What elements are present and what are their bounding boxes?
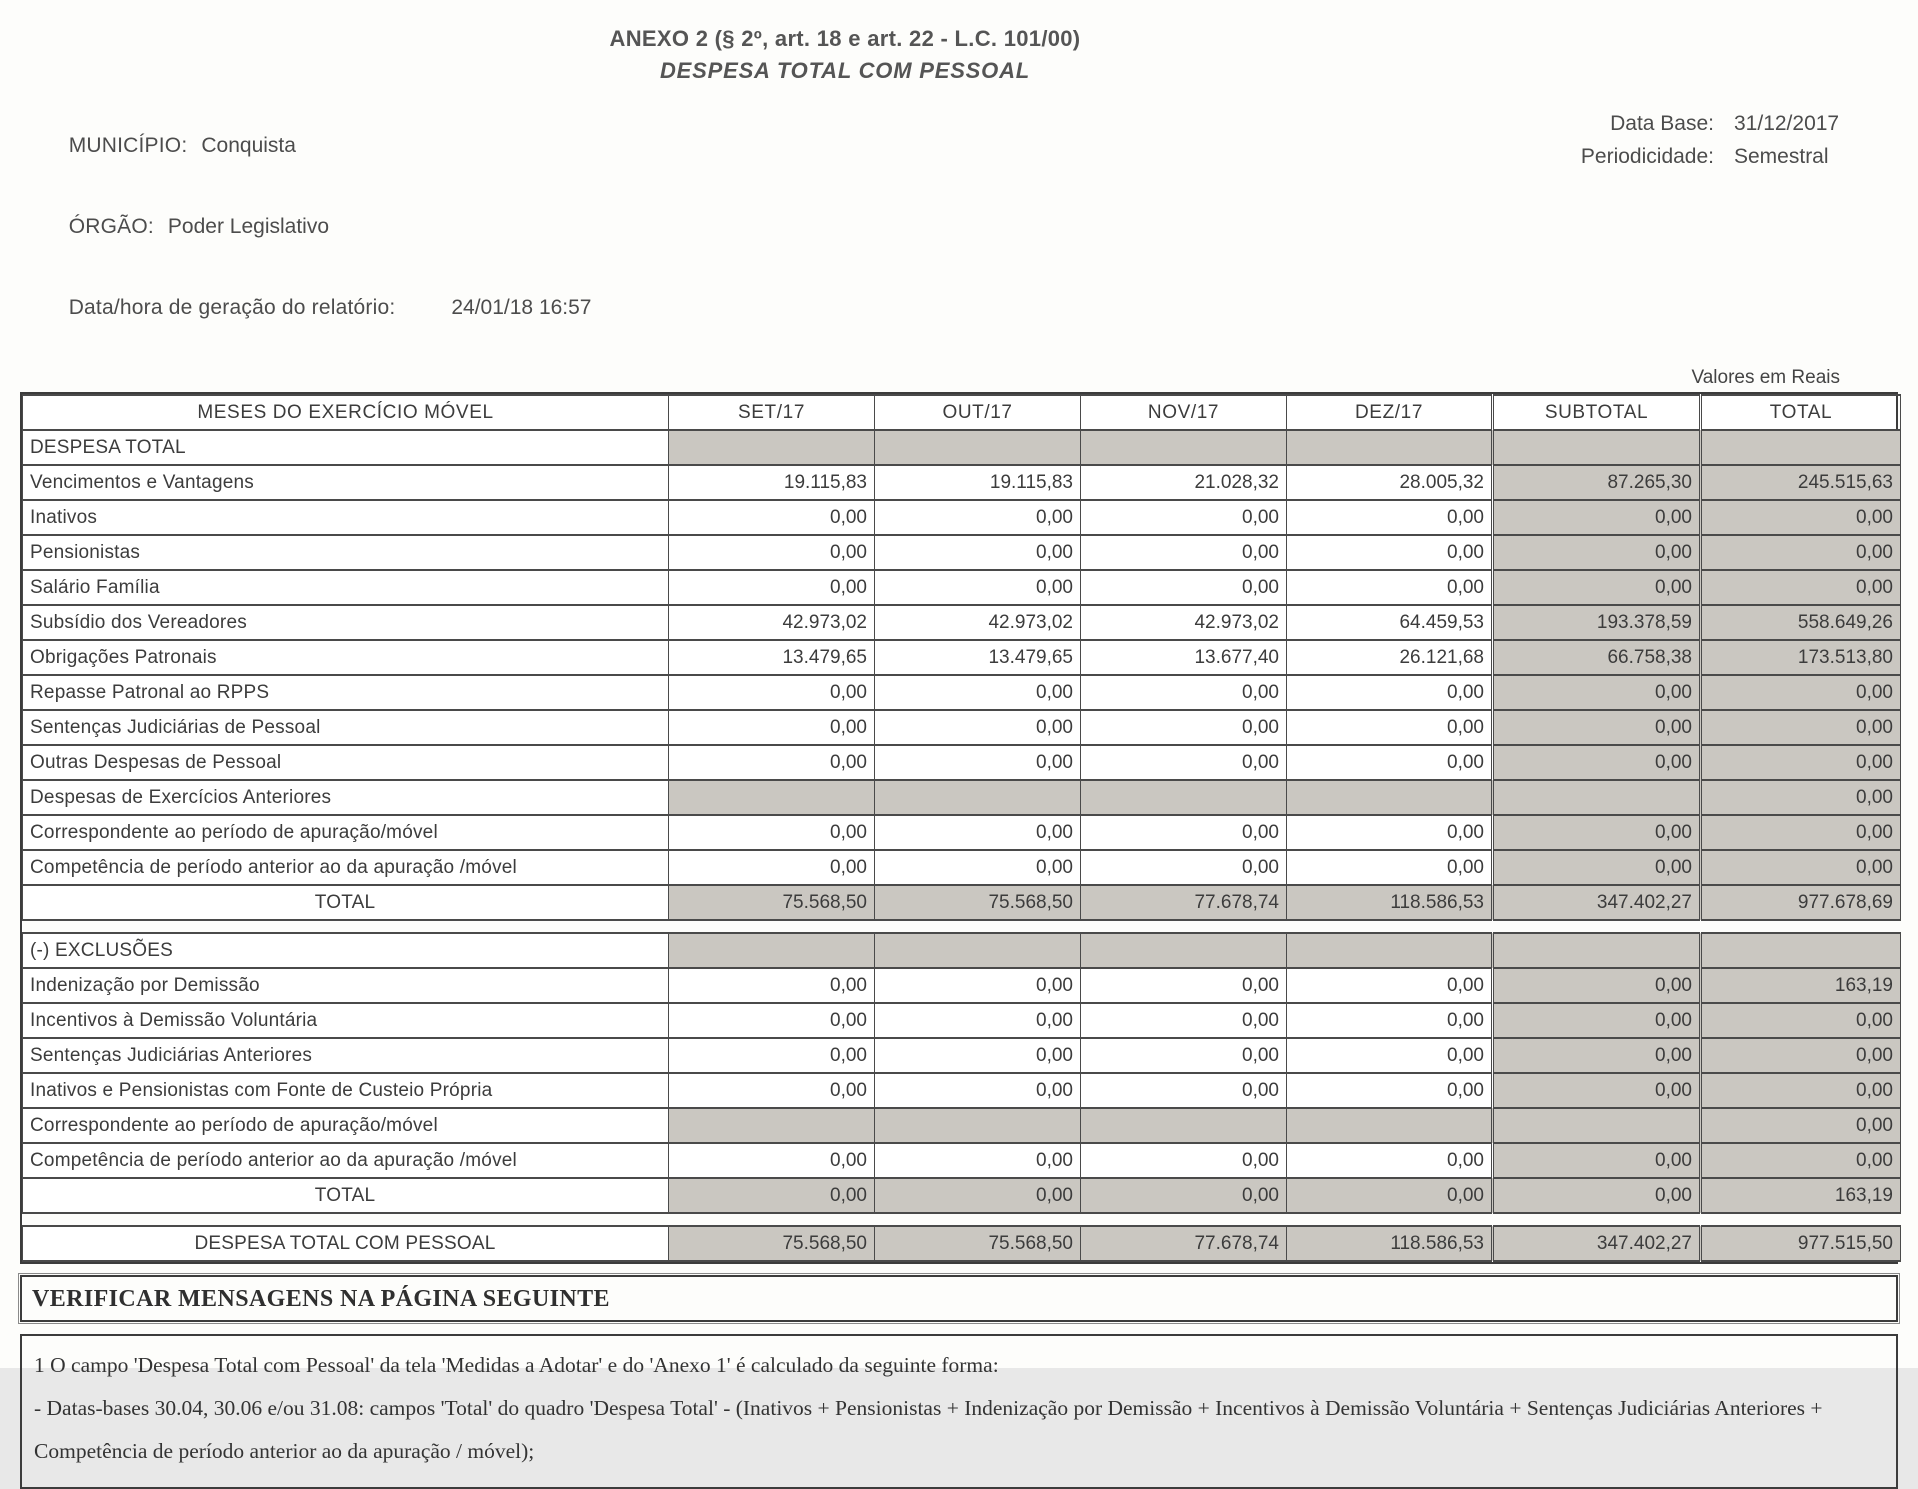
value-cell: 0,00 bbox=[1287, 1073, 1493, 1108]
value-cell: 0,00 bbox=[1081, 535, 1287, 570]
value-cell: 0,00 bbox=[1701, 500, 1901, 535]
row-label: Indenização por Demissão bbox=[23, 968, 669, 1003]
table-row bbox=[23, 1038, 1901, 1073]
row-label: TOTAL bbox=[23, 885, 669, 920]
report-table bbox=[20, 392, 1898, 1264]
orgao-value: Poder Legislativo bbox=[167, 215, 330, 238]
value-cell: 0,00 bbox=[1493, 745, 1701, 780]
value-cell bbox=[1493, 780, 1701, 815]
value-cell: 0,00 bbox=[875, 535, 1081, 570]
value-cell: 0,00 bbox=[875, 570, 1081, 605]
value-cell: 19.115,83 bbox=[669, 465, 875, 500]
row-label: Subsídio dos Vereadores bbox=[23, 605, 669, 640]
value-cell: 77.678,74 bbox=[1081, 1226, 1287, 1261]
row-label: TOTAL bbox=[23, 1178, 669, 1213]
value-cell: 0,00 bbox=[1287, 570, 1493, 605]
data-base-value: 31/12/2017 bbox=[1734, 112, 1840, 135]
value-cell: 66.758,38 bbox=[1493, 640, 1701, 675]
table-header-row bbox=[23, 395, 1901, 430]
currency-note: Valores em Reais bbox=[1691, 367, 1840, 388]
value-cell: 0,00 bbox=[1081, 968, 1287, 1003]
value-cell: 0,00 bbox=[669, 570, 875, 605]
value-cell: 0,00 bbox=[1701, 1143, 1901, 1178]
row-label: Inativos e Pensionistas com Fonte de Custeio Própria bbox=[23, 1073, 669, 1108]
value-cell: 28.005,32 bbox=[1287, 465, 1493, 500]
value-cell: 0,00 bbox=[669, 500, 875, 535]
value-cell: 0,00 bbox=[1081, 815, 1287, 850]
value-cell: 0,00 bbox=[1701, 780, 1901, 815]
value-cell: 0,00 bbox=[669, 710, 875, 745]
value-cell: 0,00 bbox=[1701, 570, 1901, 605]
value-cell: 0,00 bbox=[1287, 1038, 1493, 1073]
value-cell: 245.515,63 bbox=[1701, 465, 1901, 500]
municipio-label: MUNICÍPIO: bbox=[68, 134, 188, 157]
value-cell: 0,00 bbox=[875, 500, 1081, 535]
value-cell: 0,00 bbox=[875, 745, 1081, 780]
value-cell: 75.568,50 bbox=[669, 885, 875, 920]
value-cell: 0,00 bbox=[1493, 815, 1701, 850]
value-cell: 0,00 bbox=[875, 815, 1081, 850]
value-cell: 977.678,69 bbox=[1701, 885, 1901, 920]
value-cell: 0,00 bbox=[875, 1143, 1081, 1178]
value-cell bbox=[1493, 933, 1701, 968]
value-cell: 0,00 bbox=[669, 1073, 875, 1108]
warning-text: VERIFICAR MENSAGENS NA PÁGINA SEGUINTE bbox=[32, 1286, 610, 1312]
report-subtitle: DESPESA TOTAL COM PESSOAL bbox=[659, 58, 1030, 83]
gerado-value: 24/01/18 16:57 bbox=[451, 296, 592, 319]
table-row bbox=[23, 640, 1901, 675]
value-cell: 0,00 bbox=[1287, 500, 1493, 535]
column-header-meses: MESES DO EXERCÍCIO MÓVEL bbox=[23, 395, 669, 430]
value-cell: 0,00 bbox=[669, 1178, 875, 1213]
column-header-total: TOTAL bbox=[1701, 395, 1901, 430]
value-cell: 0,00 bbox=[1493, 1003, 1701, 1038]
value-cell bbox=[669, 430, 875, 465]
value-cell: 0,00 bbox=[875, 710, 1081, 745]
value-cell: 0,00 bbox=[1287, 675, 1493, 710]
value-cell: 0,00 bbox=[1493, 570, 1701, 605]
row-label: Obrigações Patronais bbox=[23, 640, 669, 675]
value-cell: 21.028,32 bbox=[1081, 465, 1287, 500]
value-cell: 347.402,27 bbox=[1493, 885, 1701, 920]
gerado-row bbox=[22, 272, 592, 344]
value-cell: 0,00 bbox=[1701, 710, 1901, 745]
value-cell: 173.513,80 bbox=[1701, 640, 1901, 675]
value-cell: 0,00 bbox=[669, 535, 875, 570]
table-row bbox=[23, 605, 1901, 640]
value-cell: 0,00 bbox=[1493, 535, 1701, 570]
value-cell bbox=[1287, 1108, 1493, 1143]
value-cell: 0,00 bbox=[1081, 500, 1287, 535]
value-cell: 0,00 bbox=[1493, 500, 1701, 535]
value-cell: 0,00 bbox=[1081, 710, 1287, 745]
info-header bbox=[0, 110, 1918, 353]
value-cell: 26.121,68 bbox=[1287, 640, 1493, 675]
warning-box bbox=[20, 1275, 1898, 1322]
value-cell bbox=[1493, 430, 1701, 465]
value-cell: 0,00 bbox=[1081, 1073, 1287, 1108]
value-cell: 0,00 bbox=[1081, 850, 1287, 885]
value-cell bbox=[1081, 780, 1287, 815]
value-cell bbox=[875, 933, 1081, 968]
value-cell: 0,00 bbox=[669, 1038, 875, 1073]
value-cell: 75.568,50 bbox=[875, 885, 1081, 920]
table-row bbox=[23, 1226, 1901, 1261]
value-cell: 0,00 bbox=[875, 1073, 1081, 1108]
value-cell: 0,00 bbox=[1701, 1038, 1901, 1073]
value-cell: 0,00 bbox=[1081, 570, 1287, 605]
value-cell: 0,00 bbox=[669, 675, 875, 710]
table-row bbox=[23, 500, 1901, 535]
value-cell: 0,00 bbox=[875, 675, 1081, 710]
value-cell: 977.515,50 bbox=[1701, 1226, 1901, 1261]
table-row bbox=[23, 1143, 1901, 1178]
value-cell: 0,00 bbox=[1493, 1073, 1701, 1108]
row-label: Sentenças Judiciárias de Pessoal bbox=[23, 710, 669, 745]
value-cell: 0,00 bbox=[875, 1178, 1081, 1213]
info-left bbox=[22, 110, 592, 353]
value-cell: 13.677,40 bbox=[1081, 640, 1287, 675]
row-label: Correspondente ao período de apuração/móvel bbox=[23, 1108, 669, 1143]
value-cell: 0,00 bbox=[1081, 1038, 1287, 1073]
orgao-label: ÓRGÃO: bbox=[68, 215, 154, 238]
value-cell bbox=[1081, 430, 1287, 465]
value-cell: 0,00 bbox=[669, 815, 875, 850]
value-cell: 0,00 bbox=[669, 850, 875, 885]
table-row bbox=[23, 710, 1901, 745]
value-cell: 42.973,02 bbox=[1081, 605, 1287, 640]
value-cell: 0,00 bbox=[1493, 850, 1701, 885]
value-cell: 0,00 bbox=[875, 1038, 1081, 1073]
table-row bbox=[23, 933, 1901, 968]
info-right bbox=[1581, 112, 1894, 353]
table-row bbox=[23, 535, 1901, 570]
value-cell: 0,00 bbox=[1701, 675, 1901, 710]
row-label: DESPESA TOTAL COM PESSOAL bbox=[23, 1226, 669, 1261]
note-line-1: 1 O campo 'Despesa Total com Pessoal' da tela 'Medidas a Adotar' e do 'Anexo 1' é calculado da seguinte forma: bbox=[34, 1353, 999, 1377]
table-row bbox=[23, 780, 1901, 815]
value-cell: 0,00 bbox=[669, 1003, 875, 1038]
gerado-label: Data/hora de geração do relatório: bbox=[68, 296, 396, 319]
table-row bbox=[23, 1178, 1901, 1213]
value-cell: 13.479,65 bbox=[669, 640, 875, 675]
value-cell bbox=[875, 430, 1081, 465]
value-cell: 558.649,26 bbox=[1701, 605, 1901, 640]
value-cell bbox=[1493, 1108, 1701, 1143]
data-base-label: Data Base: bbox=[1610, 112, 1714, 135]
row-label: Competência de período anterior ao da apuração /móvel bbox=[23, 850, 669, 885]
value-cell bbox=[669, 780, 875, 815]
value-cell bbox=[1701, 933, 1901, 968]
value-cell: 0,00 bbox=[1493, 675, 1701, 710]
value-cell bbox=[669, 1108, 875, 1143]
value-cell: 0,00 bbox=[1493, 968, 1701, 1003]
row-label: (-) EXCLUSÕES bbox=[23, 933, 669, 968]
value-cell bbox=[1701, 430, 1901, 465]
value-cell: 19.115,83 bbox=[875, 465, 1081, 500]
value-cell bbox=[1287, 933, 1493, 968]
value-cell: 0,00 bbox=[1701, 1073, 1901, 1108]
value-cell: 0,00 bbox=[1287, 535, 1493, 570]
row-label: Correspondente ao período de apuração/móvel bbox=[23, 815, 669, 850]
title-block bbox=[0, 0, 1690, 84]
value-cell: 118.586,53 bbox=[1287, 1226, 1493, 1261]
value-cell: 193.378,59 bbox=[1493, 605, 1701, 640]
report-table-body bbox=[23, 430, 1901, 1261]
value-cell: 347.402,27 bbox=[1493, 1226, 1701, 1261]
municipio-row bbox=[22, 110, 592, 182]
table-row bbox=[23, 968, 1901, 1003]
value-cell: 0,00 bbox=[1493, 1038, 1701, 1073]
table-row bbox=[23, 675, 1901, 710]
column-header-set17: SET/17 bbox=[669, 395, 875, 430]
row-label: DESPESA TOTAL bbox=[23, 430, 669, 465]
value-cell: 0,00 bbox=[875, 968, 1081, 1003]
column-header-subtotal: SUBTOTAL bbox=[1493, 395, 1701, 430]
notes-box bbox=[20, 1334, 1898, 1489]
value-cell: 0,00 bbox=[1081, 745, 1287, 780]
periodicidade-value: Semestral bbox=[1734, 145, 1829, 168]
value-cell bbox=[875, 780, 1081, 815]
row-label: Repasse Patronal ao RPPS bbox=[23, 675, 669, 710]
row-label: Pensionistas bbox=[23, 535, 669, 570]
value-cell: 42.973,02 bbox=[669, 605, 875, 640]
municipio-value: Conquista bbox=[201, 134, 296, 157]
column-header-dez17: DEZ/17 bbox=[1287, 395, 1493, 430]
value-cell: 0,00 bbox=[875, 1003, 1081, 1038]
table-row bbox=[23, 570, 1901, 605]
value-cell bbox=[1287, 780, 1493, 815]
value-cell: 75.568,50 bbox=[875, 1226, 1081, 1261]
value-cell: 77.678,74 bbox=[1081, 885, 1287, 920]
value-cell: 0,00 bbox=[1081, 1003, 1287, 1038]
value-cell: 0,00 bbox=[1701, 535, 1901, 570]
value-cell: 0,00 bbox=[1287, 710, 1493, 745]
value-cell: 0,00 bbox=[1287, 745, 1493, 780]
value-cell: 0,00 bbox=[1493, 710, 1701, 745]
row-label: Despesas de Exercícios Anteriores bbox=[23, 780, 669, 815]
value-cell bbox=[1081, 1108, 1287, 1143]
table-row bbox=[23, 745, 1901, 780]
value-cell: 0,00 bbox=[1081, 1143, 1287, 1178]
value-cell: 0,00 bbox=[1081, 1178, 1287, 1213]
value-cell: 0,00 bbox=[1287, 1143, 1493, 1178]
value-cell: 0,00 bbox=[669, 1143, 875, 1178]
value-cell: 163,19 bbox=[1701, 968, 1901, 1003]
column-header-nov17: NOV/17 bbox=[1081, 395, 1287, 430]
report-title: ANEXO 2 (§ 2º, art. 18 e art. 22 - L.C. 101/00) bbox=[609, 26, 1081, 51]
value-cell: 0,00 bbox=[1493, 1178, 1701, 1213]
orgao-row bbox=[22, 191, 592, 263]
table-row bbox=[23, 1003, 1901, 1038]
value-cell: 64.459,53 bbox=[1287, 605, 1493, 640]
value-cell: 118.586,53 bbox=[1287, 885, 1493, 920]
value-cell: 0,00 bbox=[669, 745, 875, 780]
value-cell: 13.479,65 bbox=[875, 640, 1081, 675]
table-row bbox=[23, 430, 1901, 465]
row-label: Salário Família bbox=[23, 570, 669, 605]
table-row bbox=[23, 850, 1901, 885]
value-cell: 0,00 bbox=[875, 850, 1081, 885]
value-cell bbox=[669, 933, 875, 968]
value-cell: 0,00 bbox=[1493, 1143, 1701, 1178]
value-cell: 0,00 bbox=[1701, 745, 1901, 780]
row-label: Sentenças Judiciárias Anteriores bbox=[23, 1038, 669, 1073]
value-cell: 0,00 bbox=[1701, 850, 1901, 885]
value-cell: 0,00 bbox=[1701, 815, 1901, 850]
column-header-out17: OUT/17 bbox=[875, 395, 1081, 430]
row-label: Incentivos à Demissão Voluntária bbox=[23, 1003, 669, 1038]
note-line-2: - Datas-bases 30.04, 30.06 e/ou 31.08: campos 'Total' do quadro 'Despesa Total' - (Inativos + Pensionistas + Indenização por Demissão + Incentivos à Demissão Voluntária + Sentenças Judiciárias Anteriores + Competência de período anterior ao da apuração / móvel); bbox=[34, 1396, 1823, 1463]
value-cell: 87.265,30 bbox=[1493, 465, 1701, 500]
value-cell: 0,00 bbox=[1287, 1178, 1493, 1213]
value-cell: 0,00 bbox=[669, 968, 875, 1003]
section-gap bbox=[23, 1213, 1901, 1226]
value-cell bbox=[1081, 933, 1287, 968]
value-cell: 0,00 bbox=[1287, 850, 1493, 885]
table-row bbox=[23, 885, 1901, 920]
row-label: Competência de período anterior ao da apuração /móvel bbox=[23, 1143, 669, 1178]
value-cell: 0,00 bbox=[1287, 968, 1493, 1003]
value-cell: 0,00 bbox=[1701, 1003, 1901, 1038]
value-cell: 0,00 bbox=[1081, 675, 1287, 710]
value-cell: 42.973,02 bbox=[875, 605, 1081, 640]
value-cell: 0,00 bbox=[1287, 815, 1493, 850]
value-cell: 0,00 bbox=[1701, 1108, 1901, 1143]
table-row bbox=[23, 1073, 1901, 1108]
section-gap bbox=[23, 920, 1901, 933]
table-row bbox=[23, 465, 1901, 500]
periodicidade-label: Periodicidade: bbox=[1580, 145, 1714, 168]
row-label: Inativos bbox=[23, 500, 669, 535]
value-cell: 75.568,50 bbox=[669, 1226, 875, 1261]
value-cell: 0,00 bbox=[1287, 1003, 1493, 1038]
row-label: Outras Despesas de Pessoal bbox=[23, 745, 669, 780]
table-row bbox=[23, 815, 1901, 850]
value-cell bbox=[875, 1108, 1081, 1143]
table-row bbox=[23, 1108, 1901, 1143]
value-cell: 163,19 bbox=[1701, 1178, 1901, 1213]
value-cell bbox=[1287, 430, 1493, 465]
row-label: Vencimentos e Vantagens bbox=[23, 465, 669, 500]
